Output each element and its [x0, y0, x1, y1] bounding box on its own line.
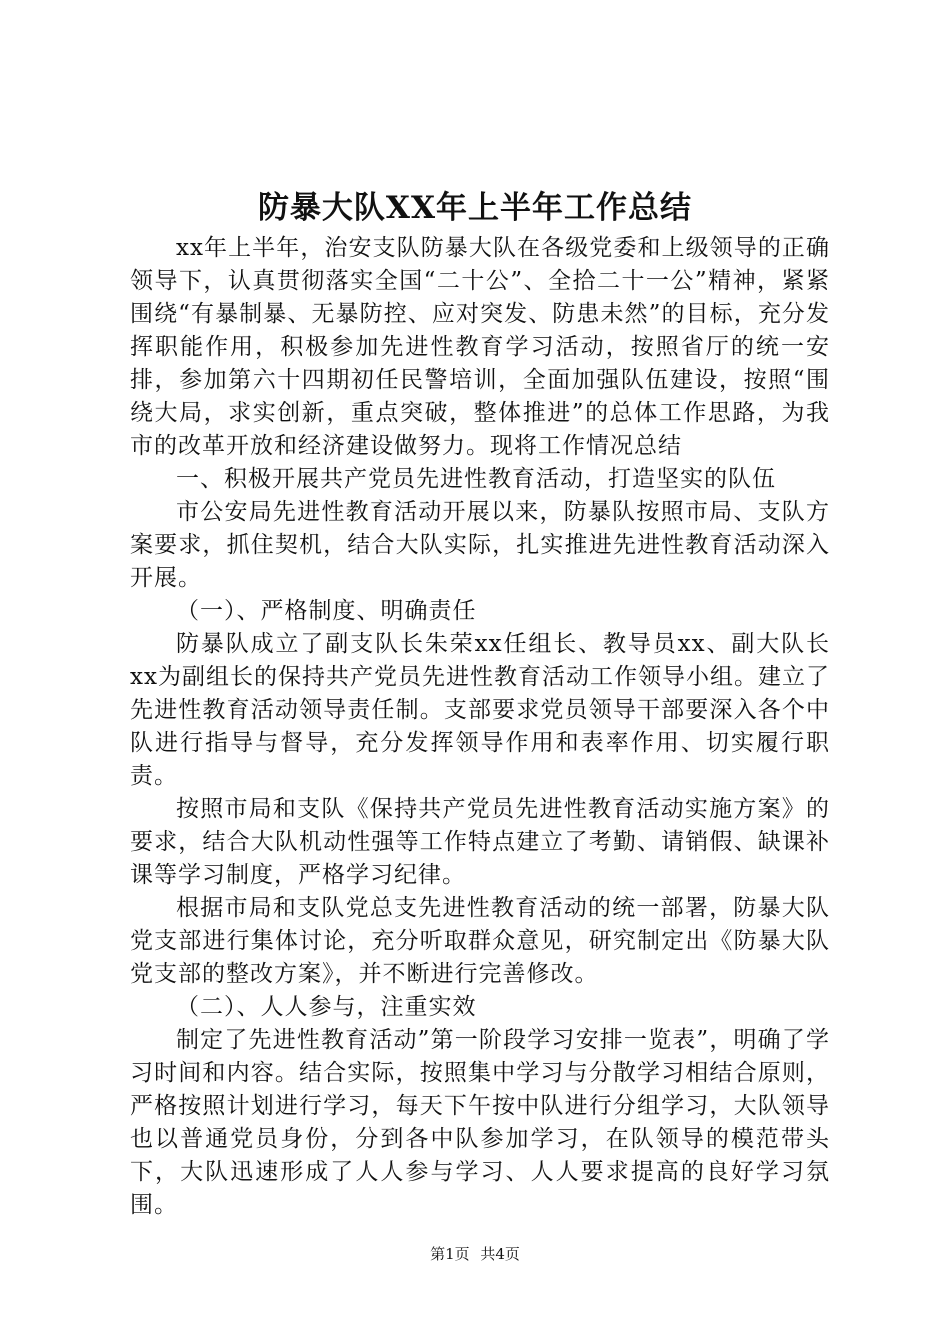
- paragraph: 市公安局先进性教育活动开展以来，防暴队按照市局、支队方案要求，抓住契机，结合大队实际，扎实推进先进性教育活动深入开展。: [130, 499, 830, 591]
- page-footer: [0, 1244, 950, 1264]
- paragraph: 根据市局和支队党总支先进性教育活动的统一部署，防暴大队党支部进行集体讨论，充分听取群众意见，研究制定出《防暴大队党支部的整改方案》，并不断进行完善修改。: [130, 895, 830, 987]
- section-heading-1: 一、积极开展共产党员先进性教育活动，打造坚实的队伍: [176, 466, 776, 492]
- paragraph-intro: xx年上半年，治安支队防暴大队在各级党委和上级领导的正确领导下，认真贯彻落实全国“二十公”、全拾二十一公”精神，紧紧围绕“有暴制暴、无暴防控、应对突发、防患未然”的目标，充分发挥职能作用，积极参加先进性教育学习活动，按照省厅的统一安排，参加第六十四期初任民警培训，全面加强队伍建设，按照“围绕大局，求实创新，重点突破，整体推进”的总体工作思路，为我市的改革开放和经济建设做努力。现将工作情况总结: [130, 235, 830, 459]
- subsection-heading-2: （二）、人人参与，注重实效: [176, 994, 477, 1020]
- page-number-current: 第1页: [430, 1245, 470, 1263]
- document-body: [130, 232, 830, 1222]
- paragraph: 按照市局和支队《保持共产党员先进性教育活动实施方案》的要求，结合大队机动性强等工作特点建立了考勤、请销假、缺课补课等学习制度，严格学习纪律。: [130, 796, 830, 888]
- subsection-heading-1: （一）、严格制度、明确责任: [176, 598, 477, 624]
- paragraph: 制定了先进性教育活动”第一阶段学习安排一览表”，明确了学习时间和内容。结合实际，按照集中学习与分散学习相结合原则，严格按照计划进行学习，每天下午按中队进行分组学习，大队领导也以普通党员身份，分到各中队参加学习，在队领导的模范带头下，大队迅速形成了人人参与学习、人人要求提高的良好学习氛围。: [130, 1027, 830, 1218]
- document-title: 防暴大队XX年上半年工作总结: [257, 190, 693, 226]
- paragraph: 防暴队成立了副支队长朱荣xx任组长、教导员xx、副大队长xx为副组长的保持共产党员先进性教育活动工作领导小组。建立了先进性教育活动领导责任制。支部要求党员领导干部要深入各个中队进行指导与督导，充分发挥领导作用和表率作用、切实履行职责。: [130, 631, 830, 789]
- page-number-total: 共4页: [480, 1245, 520, 1263]
